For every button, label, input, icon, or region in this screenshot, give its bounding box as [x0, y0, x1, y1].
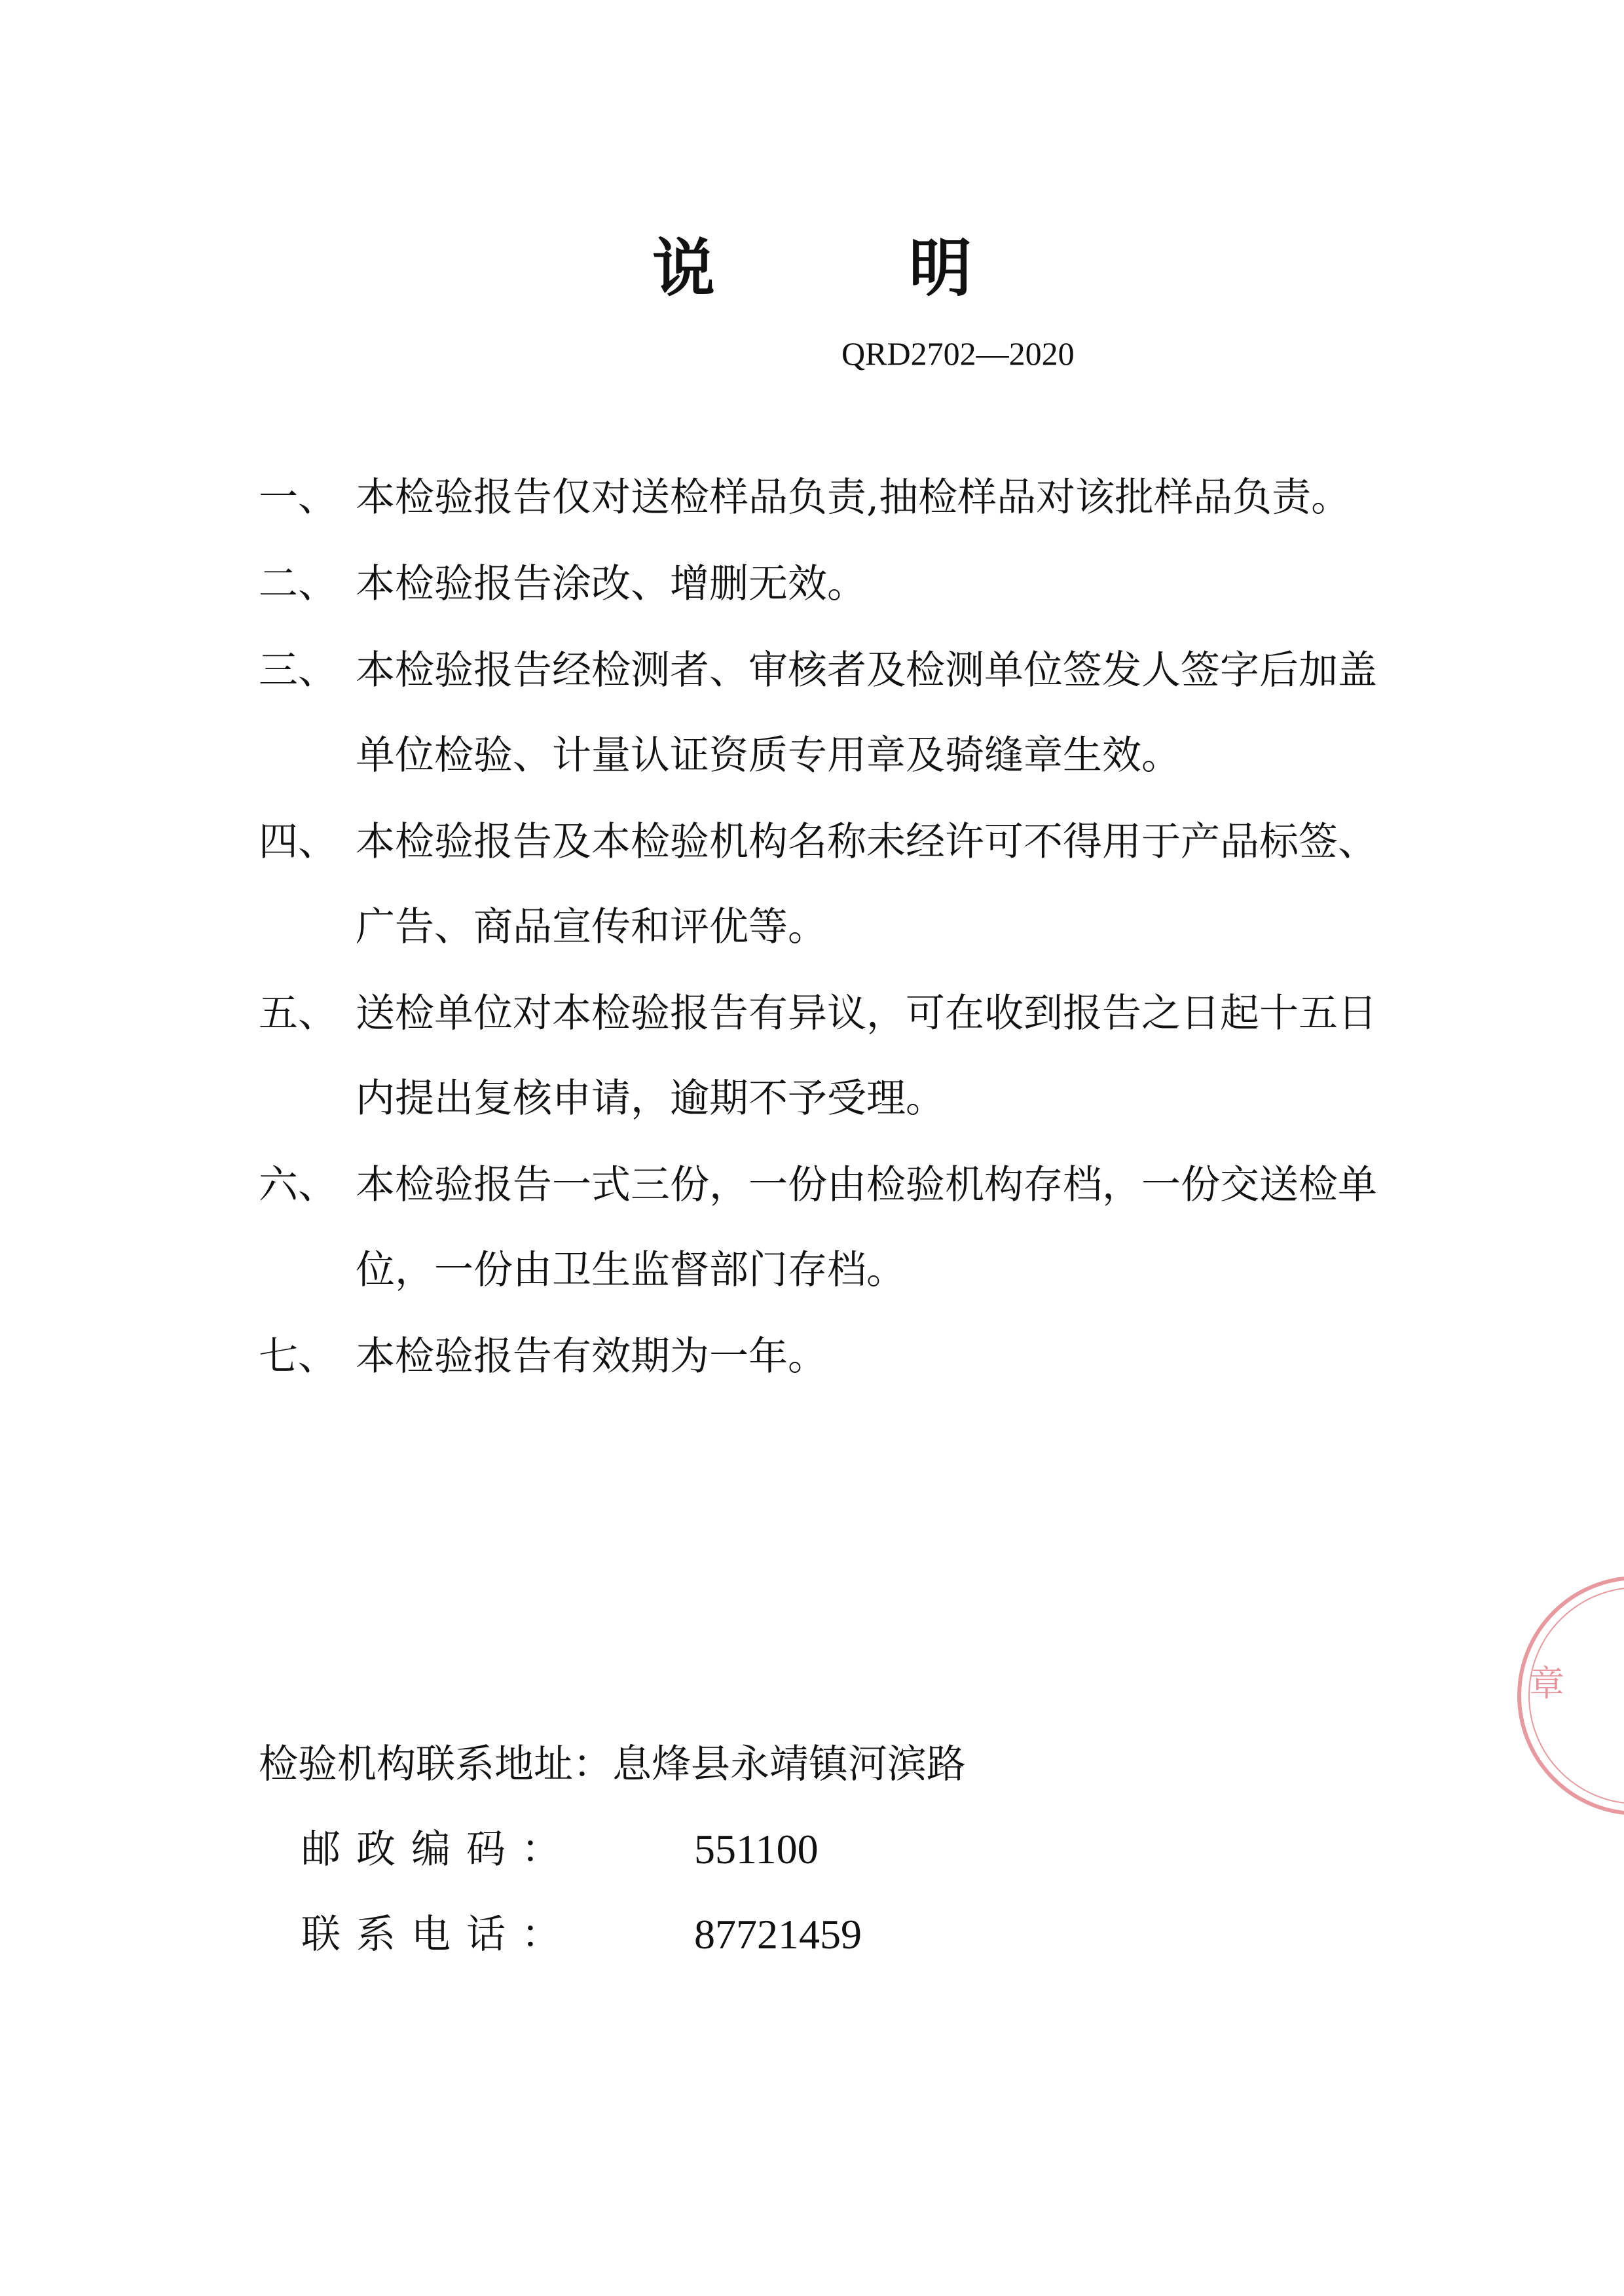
clause-text: 本检验报告涂改、增删无效。 — [356, 561, 866, 607]
clause-item — [259, 799, 1385, 970]
phone-row — [259, 1892, 966, 1977]
clause-text: 送检单位对本检验报告有异议，可在收到报告之日起十五日内提出复核申请，逾期不予受理。 — [356, 991, 1377, 1121]
address-label: 检验机构联系地址： — [259, 1741, 612, 1787]
clause-list — [259, 455, 1385, 1400]
clause-item — [259, 1142, 1385, 1313]
phone-label: 联系电话： — [301, 1912, 576, 1958]
clause-item — [259, 541, 1385, 627]
clause-item — [259, 971, 1385, 1141]
clause-number: 七、 — [259, 1334, 337, 1379]
red-seal-stamp — [1500, 1558, 1624, 1833]
clause-text: 本检验报告及本检验机构名称未经许可不得用于产品标签、广告、商品宣传和评优等。 — [356, 819, 1377, 950]
clause-number: 五、 — [259, 991, 337, 1036]
clause-text: 本检验报告经检测者、审核者及检测单位签发人签字后加盖单位检验、计量认证资质专用章及骑缝章生效。 — [356, 647, 1377, 778]
clause-item — [259, 1314, 1385, 1399]
contact-block — [259, 1722, 966, 1977]
clause-text: 本检验报告一式三份，一份由检验机构存档，一份交送检单位，一份由卫生监督部门存档。 — [356, 1162, 1377, 1293]
clause-item — [259, 455, 1385, 540]
address-row — [259, 1722, 966, 1807]
clause-number: 三、 — [259, 647, 337, 693]
clause-number: 六、 — [259, 1162, 337, 1208]
clause-number: 四、 — [259, 819, 337, 865]
seal-character: 章 — [1529, 1663, 1564, 1704]
postcode-label: 邮政编码： — [301, 1827, 576, 1872]
clause-number: 一、 — [259, 475, 337, 520]
clause-text: 本检验报告有效期为一年。 — [356, 1334, 827, 1379]
postcode-row — [259, 1807, 966, 1892]
phone-value: 87721459 — [694, 1911, 862, 1958]
page-title: 说 明 — [652, 232, 1037, 305]
clause-text: 本检验报告仅对送检样品负责,抽检样品对该批样品负责。 — [356, 475, 1351, 520]
clause-number: 二、 — [259, 561, 337, 607]
address-value: 息烽县永靖镇河滨路 — [612, 1741, 966, 1787]
postcode-value: 551100 — [694, 1826, 819, 1872]
clause-item — [259, 628, 1385, 798]
document-code: QRD2702—2020 — [841, 335, 1075, 372]
